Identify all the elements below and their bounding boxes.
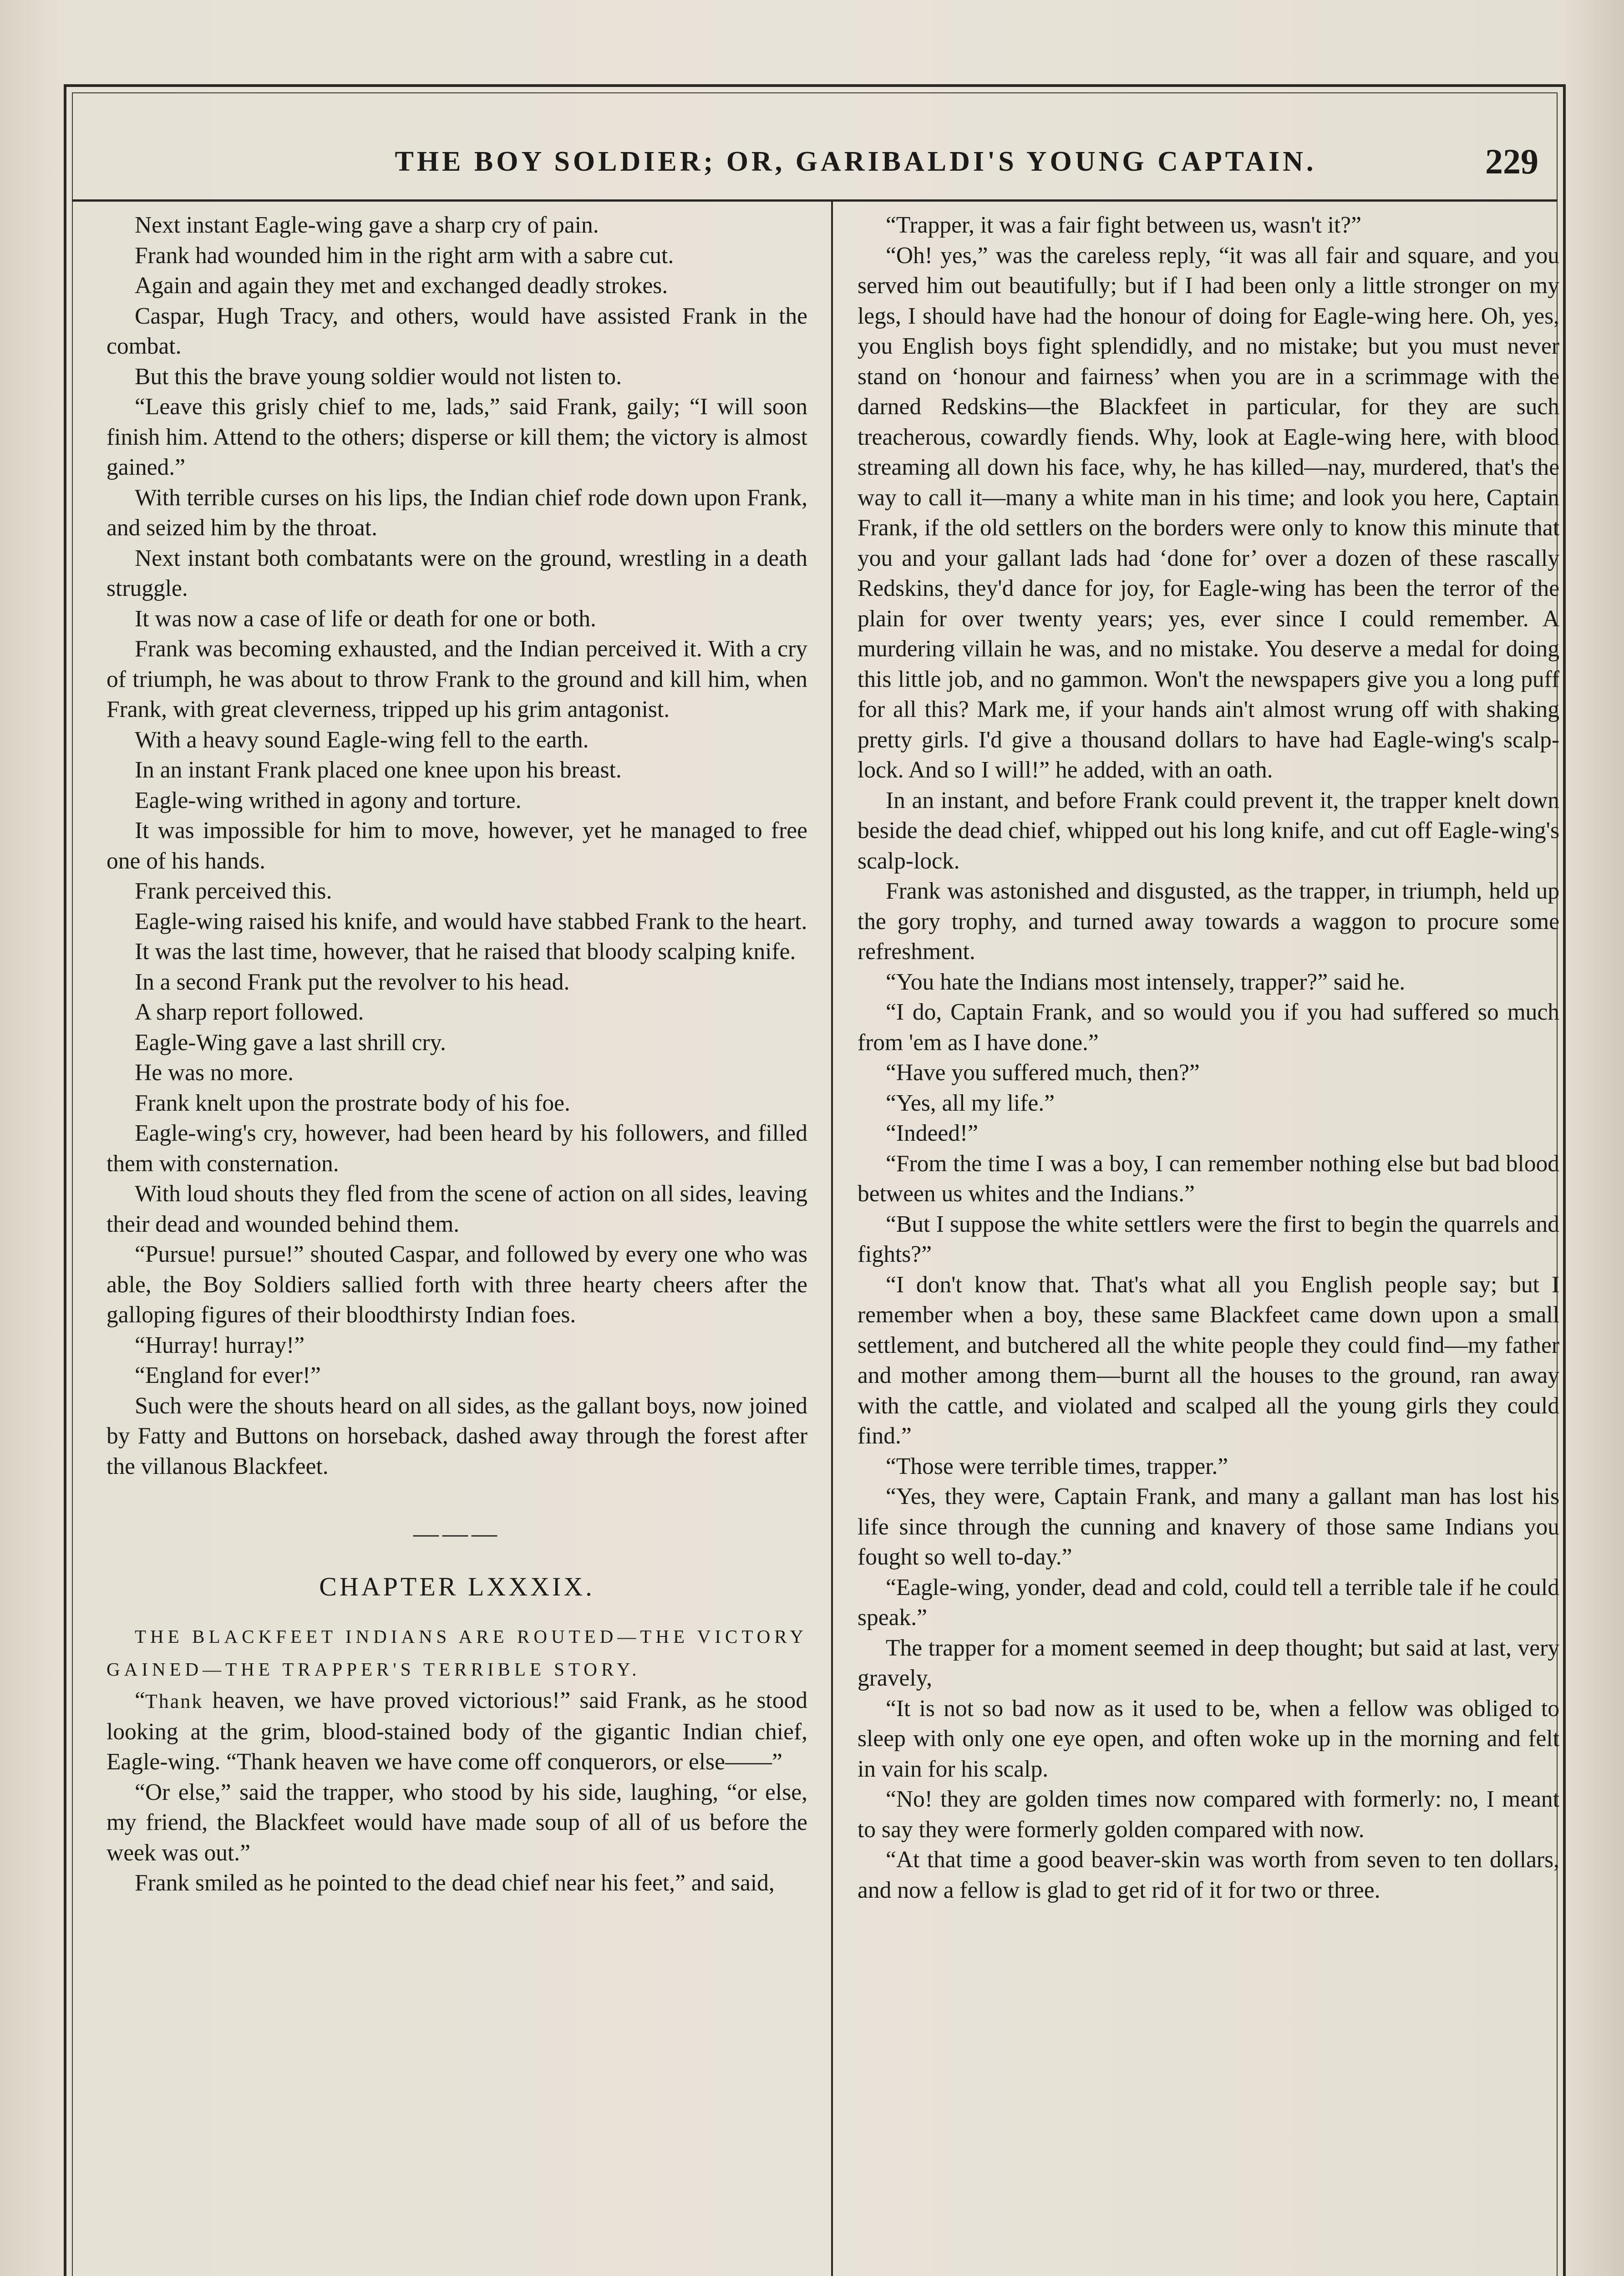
paragraph: “No! they are golden times now compared with formerly: no, I meant to say they were formerly golden compared with now. [858, 1786, 1559, 1843]
paragraph: Frank was becoming exhausted, and the Indian perceived it. With a cry of triumph, he was about to throw Frank to the ground and kill him, when Frank, with great cleverness, tripped up his grim antagonist. [107, 636, 807, 722]
paragraph: He was no more. [135, 1060, 294, 1086]
chapter-title: CHAPTER LXXXIX. [319, 1572, 595, 1601]
paragraph: “Pursue! pursue!” shouted Caspar, and followed by every one who was able, the Boy Soldiers sallied forth with three hearty cheers after the galloping figures of their bloodthirsty Indian foes. [107, 1241, 807, 1328]
paragraph: Again and again they met and exchanged deadly strokes. [135, 273, 668, 299]
paragraph: It was impossible for him to move, however, yet he managed to free one of his hands. [107, 818, 807, 874]
chapter-subtitle: THE BLACKFEET INDIANS ARE ROUTED—THE VICTORY GAINED—THE TRAPPER'S TERRIBLE STORY. [107, 1626, 807, 1680]
section-divider: ——— [413, 1519, 501, 1548]
header-rule [72, 199, 1558, 202]
paragraph: “Oh! yes,” was the careless reply, “it was all fair and square, and you served him out beautifully; but if I had been only a little stronger on my legs, I should have had the honour of doing for Eagle-wing here. Oh, yes, you English boys fight splendidly, and no mistake; but you must never stand on ‘honour and fairness’ when you are in a scrimmage with the darned Redskins—the Blackfeet in particular, for they are such treacherous, cowardly fiends. Why, look at Eagle-wing here, with blood streaming all down his face, why, he has killed—nay, murdered, that's the way to call it—many a white man in his time; and look you here, Captain Frank, if the old settlers on the borders were only to know this minute that you and your gallant lads had ‘done for’ over a dozen of these rascally Redskins, they'd dance for joy, for Eagle-wing has been the terror of the plain for over twenty years; yes, ever since I could remember. A murdering villain he was, and no mistake. You deserve a medal for doing this little job, and no gammon. Won't the newspapers give you a long puff for all this? Mark me, if your hands ain't almost wrung off with shaking pretty girls. I'd give a thousand dollars to have had Eagle-wing's scalp-lock. And so I will!” he added, with an oath. [858, 242, 1559, 783]
paragraph: “Those were terrible times, trapper.” [886, 1453, 1228, 1479]
paragraph: In an instant, and before Frank could prevent it, the trapper knelt down beside the dead chief, whipped out his long knife, and cut off Eagle-wing's scalp-lock. [858, 787, 1559, 874]
paragraph: “Yes, they were, Captain Frank, and many a gallant man has lost his life since through the cunning and knavery of those same Indians you fought so well to-day.” [858, 1483, 1559, 1570]
paragraph: Eagle-wing raised his knife, and would have stabbed Frank to the heart. [135, 908, 807, 935]
paragraph: “Trapper, it was a fair fight between us, wasn't it?” [886, 212, 1362, 238]
paragraph: With loud shouts they fled from the scene of action on all sides, leaving their dead and wounded behind them. [107, 1181, 807, 1237]
paragraph: Frank had wounded him in the right arm with a sabre cut. [135, 242, 674, 269]
paragraph: “Hurray! hurray!” [135, 1332, 305, 1358]
paragraph: “I don't know that. That's what all you English people say; but I remember when a boy, these same Blackfeet came down upon a small settlement, and butchered all the white people they could find—my father and mother among them—burnt all the houses to the ground, ran away with the cattle, and violated and scalped all the young girls they could find.” [858, 1271, 1559, 1449]
paragraph: But this the brave young soldier would not listen to. [135, 363, 622, 390]
paragraph: In an instant Frank placed one knee upon his breast. [135, 757, 622, 783]
chapter-opening-paragraph [107, 1686, 807, 1778]
paragraph: It was now a case of life or death for one or both. [135, 605, 596, 632]
opening-quote: “ [135, 1687, 145, 1713]
paragraph: Caspar, Hugh Tracy, and others, would have assisted Frank in the combat. [107, 303, 807, 359]
page-header [91, 137, 1543, 187]
page-number: 229 [1485, 142, 1538, 181]
paragraph: The trapper for a moment seemed in deep thought; but said at last, very gravely, [858, 1635, 1559, 1691]
paragraph: Frank smiled as he pointed to the dead chief near his feet,” and said, [135, 1870, 775, 1896]
paragraph: “At that time a good beaver-skin was worth from seven to ten dollars, and now a fellow is glad to get rid of it for two or three. [858, 1847, 1559, 1903]
paragraph: Next instant both combatants were on the ground, wrestling in a death struggle. [107, 545, 807, 601]
paragraph: Frank knelt upon the prostrate body of his foe. [135, 1090, 570, 1116]
paragraph: It was the last time, however, that he raised that bloody scalping knife. [135, 939, 796, 965]
paragraph: “Indeed!” [886, 1120, 978, 1146]
paragraph: “Yes, all my life.” [886, 1090, 1055, 1116]
paragraph: “Have you suffered much, then?” [886, 1060, 1200, 1086]
column-divider [831, 202, 833, 2276]
paragraph: “It is not so bad now as it used to be, when a fellow was obliged to sleep with only one eye open, and often woke up in the morning and felt in vain for his scalp. [858, 1695, 1559, 1782]
paragraph: “But I suppose the white settlers were the first to begin the quarrels and fights?” [858, 1211, 1559, 1267]
paragraph: Frank was astonished and disgusted, as the trapper, in triumph, held up the gory trophy, and turned away towards a waggon to procure some refreshment. [858, 878, 1559, 965]
paragraph: With terrible curses on his lips, the Indian chief rode down upon Frank, and seized him by the throat. [107, 484, 807, 541]
paragraph: “You hate the Indians most intensely, trapper?” said he. [886, 969, 1406, 995]
paragraph: “Eagle-wing, yonder, dead and cold, could tell a terrible tale if he could speak.” [858, 1574, 1559, 1631]
left-paragraphs-after [107, 1778, 807, 1899]
paragraph: “Leave this grisly chief to me, lads,” said Frank, gaily; “I will soon finish him. Attend to the others; disperse or kill them; the victory is almost gained.” [107, 394, 807, 480]
paragraph: Frank perceived this. [135, 878, 332, 904]
left-column [107, 210, 807, 1899]
paragraph: Eagle-wing's cry, however, had been heard by his followers, and filled them with consternation. [107, 1120, 807, 1177]
paragraph: Such were the shouts heard on all sides, as the gallant boys, now joined by Fatty and Buttons on horseback, dashed away through the forest after the villanous Blackfeet. [107, 1392, 807, 1479]
paragraph: Eagle-wing writhed in agony and torture. [135, 787, 522, 813]
right-column [858, 210, 1559, 1905]
paragraph: A sharp report followed. [135, 999, 364, 1025]
running-title: THE BOY SOLDIER; OR, GARIBALDI'S YOUNG CAPTAIN. [395, 146, 1317, 177]
opening-rest: heaven, we have proved victorious!” said Frank, as he stood looking at the grim, blood-stained body of the gigantic Indian chief, Eagle-wing. “Thank heaven we have come off conquerors, or else——” [107, 1687, 807, 1775]
paragraph: “Or else,” said the trapper, who stood by his side, laughing, “or else, my friend, the Blackfeet would have made soup of all of us before the week was out.” [107, 1779, 807, 1866]
opening-word: Thank [145, 1690, 203, 1712]
left-paragraphs-before [107, 210, 807, 1482]
paragraph: Eagle-Wing gave a last shrill cry. [135, 1029, 446, 1056]
paragraph: In a second Frank put the revolver to his head. [135, 969, 570, 995]
paragraph: “England for ever!” [135, 1362, 321, 1388]
paragraph: With a heavy sound Eagle-wing fell to the earth. [135, 726, 589, 753]
paragraph: “I do, Captain Frank, and so would you if you had suffered so much from 'em as I have done.” [858, 999, 1559, 1056]
paragraph: Next instant Eagle-wing gave a sharp cry of pain. [135, 212, 599, 238]
paragraph: “From the time I was a boy, I can remember nothing else but bad blood between us whites and the Indians.” [858, 1150, 1559, 1207]
right-paragraphs [858, 210, 1559, 1905]
